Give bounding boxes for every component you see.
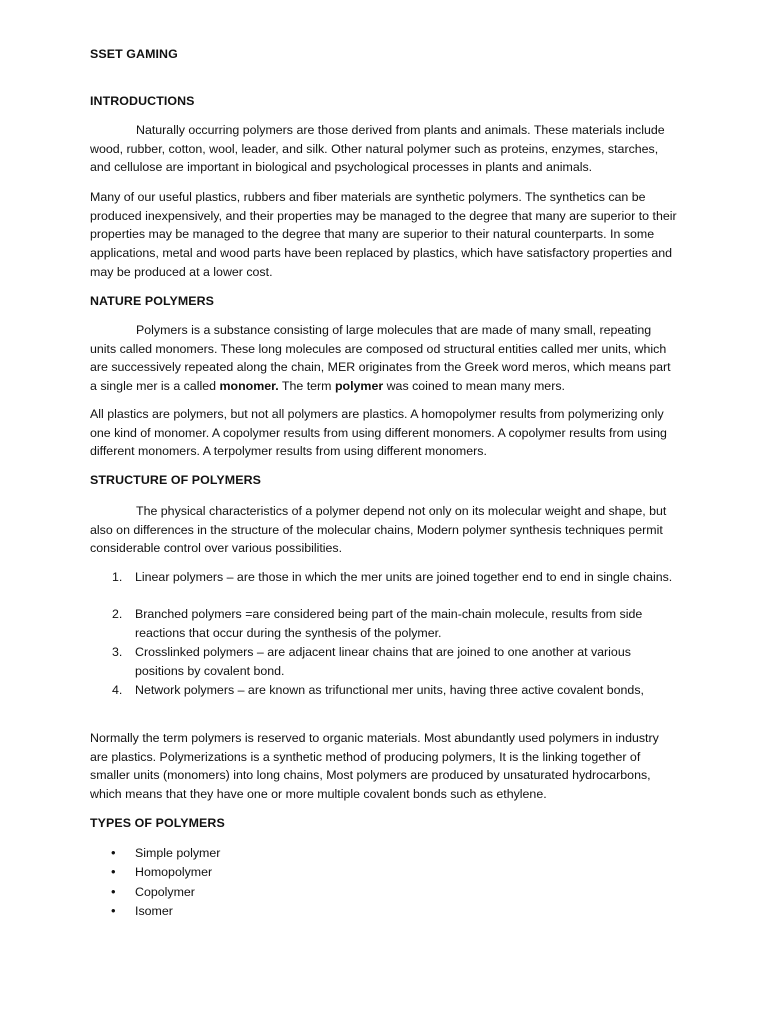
bullet-icon: •: [111, 903, 116, 918]
list-text: Simple polymer: [135, 846, 221, 860]
term-monomer: monomer.: [219, 379, 279, 394]
section-heading-introductions: INTRODUCTIONS: [90, 94, 195, 108]
list-text: Linear polymers – are those in which the mer units are joined together end to end in single chains.: [135, 570, 673, 584]
structure-paragraph-2: Normally the term polymers is reserved to organic materials. Most abundantly used polymers in industry are plastics. Polymerizations is a synthetic method of producing polymers, It is the linking together of smaller units (monomers) into long chains, Most polymers are produced by unsaturated hydrocarbons, which means that they have one or more multiple covalent bonds such as ethylene.: [90, 731, 659, 802]
nature-paragraph-1: Polymers is a substance consisting of large molecules that are made of many small, repeating units called monomers. These long molecules are composed od structural entities called mer units, which are successively repeated along the chain, MER originates from the Greek word meros, which means part a single mer is a called monomer. The term polymer was coined to mean many mers.: [90, 323, 671, 394]
list-number: 3.: [112, 645, 123, 659]
list-number: 1.: [112, 570, 123, 584]
term-polymer: polymer: [334, 379, 384, 394]
document-title: SSET GAMING: [90, 47, 178, 61]
bullet-icon: •: [111, 845, 116, 860]
section-heading-structure-of-polymers: STRUCTURE OF POLYMERS: [90, 473, 261, 487]
list-number: 2.: [112, 607, 123, 621]
list-text: Network polymers – are known as trifunctional mer units, having three active covalent bonds,: [135, 683, 644, 697]
list-text: Crosslinked polymers – are adjacent linear chains that are joined to one another at various positions by covalent bond.: [135, 645, 631, 678]
list-text: Branched polymers =are considered being part of the main-chain molecule, results from side reactions that occur during the synthesis of the polymer.: [135, 607, 643, 640]
bullet-icon: •: [111, 864, 116, 879]
section-heading-types-of-polymers: TYPES OF POLYMERS: [90, 816, 225, 830]
list-text: Homopolymer: [135, 865, 213, 879]
structure-paragraph-1: The physical characteristics of a polymer depend not only on its molecular weight and shape, but also on differences in the structure of the molecular chains, Modern polymer synthesis techniques permit considerable control over various possibilities.: [90, 504, 667, 556]
bullet-icon: •: [111, 884, 116, 899]
list-number: 4.: [112, 683, 123, 697]
nature-paragraph-2: All plastics are polymers, but not all polymers are plastics. A homopolymer results from polymerizing only one kind of monomer. A copolymer results from using different monomers. A copolymer results from using different monomers. A terpolymer results from using different monomers.: [90, 407, 667, 459]
list-text: Isomer: [135, 904, 173, 918]
section-heading-nature-polymers: NATURE POLYMERS: [90, 294, 215, 308]
intro-paragraph-1: Naturally occurring polymers are those derived from plants and animals. These materials include wood, rubber, cotton, wool, leader, and silk. Other natural polymer such as proteins, enzymes, starches, and cellulose are important in biological and psychological processes in plants and animals.: [90, 123, 665, 175]
list-text: Copolymer: [135, 885, 195, 899]
intro-paragraph-2: Many of our useful plastics, rubbers and fiber materials are synthetic polymers. The synthetics can be produced inexpensively, and their properties may be managed to the degree that many are superior to their properties may be managed to the degree that many are superior to their natural counterparts. In some applications, metal and wood parts have been replaced by plastics, which have satisfactory properties and may be produced at a lower cost.: [90, 190, 677, 279]
